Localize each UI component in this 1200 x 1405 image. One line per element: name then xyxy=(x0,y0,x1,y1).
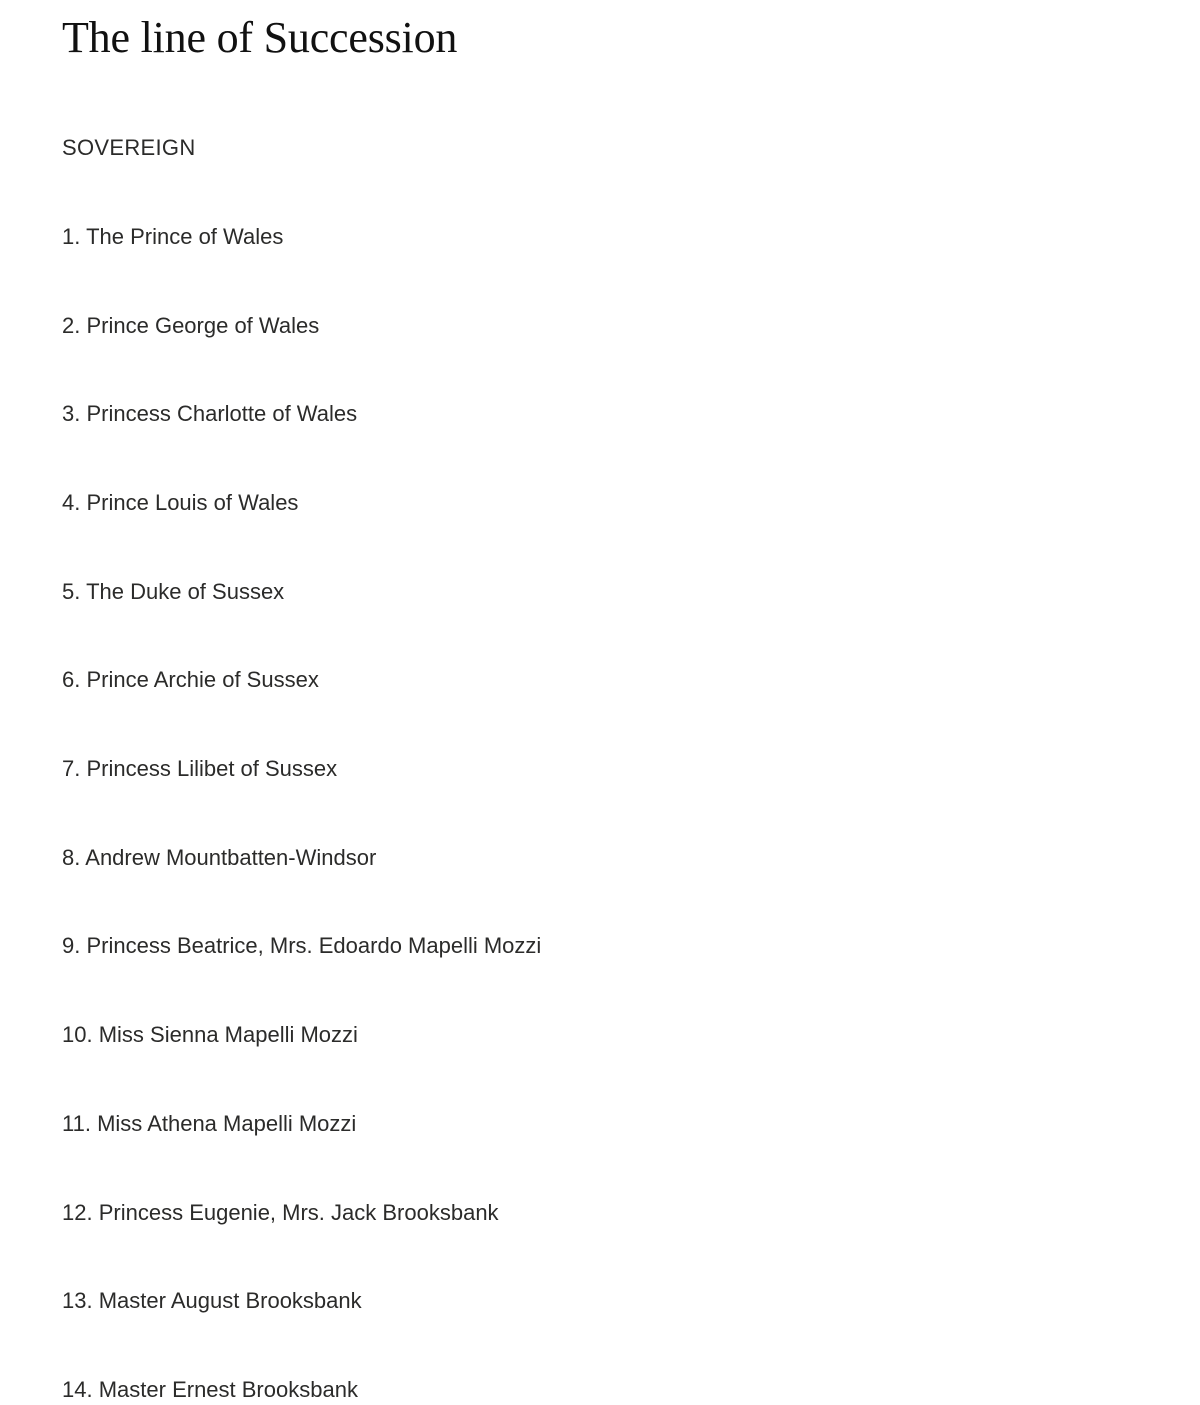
list-item xyxy=(0,488,1200,518)
list-item-name: Miss Athena Mapelli Mozzi xyxy=(97,1110,357,1136)
list-item xyxy=(0,399,1200,429)
list-item-name: Princess Eugenie, Mrs. Jack Brooksbank xyxy=(98,1199,499,1225)
list-item xyxy=(0,1109,1200,1139)
list-item xyxy=(0,931,1200,961)
list-item xyxy=(0,577,1200,607)
list-item-number: 10. xyxy=(62,1022,93,1048)
list-item xyxy=(0,754,1200,784)
list-item xyxy=(0,222,1200,252)
list-item-name: Master Ernest Brooksbank xyxy=(98,1376,358,1402)
succession-list xyxy=(0,134,1200,1404)
list-item-name: Andrew Mountbatten-Windsor xyxy=(85,844,377,870)
list-item-number: 6. xyxy=(62,667,81,693)
list-item-name: Princess Beatrice, Mrs. Edoardo Mapelli Mozzi xyxy=(86,933,542,959)
list-item-number: 7. xyxy=(62,756,81,782)
list-item xyxy=(0,1198,1200,1228)
list-item xyxy=(0,1286,1200,1316)
list-item-name: Princess Lilibet of Sussex xyxy=(86,756,338,782)
list-item xyxy=(0,311,1200,341)
list-item xyxy=(0,1375,1200,1405)
list-item-number: 3. xyxy=(62,401,81,427)
list-item-number: 8. xyxy=(62,844,81,870)
list-item xyxy=(0,665,1200,695)
list-item-name: The Duke of Sussex xyxy=(86,578,285,604)
list-item-number: 2. xyxy=(62,312,81,338)
list-item-name: Prince Archie of Sussex xyxy=(86,667,319,693)
list-item-number: 11. xyxy=(62,1110,91,1136)
list-item-number: 5. xyxy=(62,578,81,604)
list-item-name: Princess Charlotte of Wales xyxy=(86,401,358,427)
list-item-name: Master August Brooksbank xyxy=(98,1288,362,1314)
list-item xyxy=(0,843,1200,873)
list-item-number: 12. xyxy=(62,1199,93,1225)
list-item-number: 14. xyxy=(62,1376,93,1402)
list-item-name: The Prince of Wales xyxy=(86,223,284,249)
page-title: The line of Succession xyxy=(62,13,458,62)
list-item-number: 13. xyxy=(62,1288,93,1314)
list-item-number: 4. xyxy=(62,490,81,516)
list-item xyxy=(0,1020,1200,1050)
list-item-number: 1. xyxy=(62,223,81,249)
list-item-number: 9. xyxy=(62,933,81,959)
sovereign-heading: SOVEREIGN xyxy=(62,135,196,161)
list-item-name: Miss Sienna Mapelli Mozzi xyxy=(98,1022,358,1048)
list-item-name: Prince George of Wales xyxy=(86,312,320,338)
list-item-name: Prince Louis of Wales xyxy=(86,490,299,516)
